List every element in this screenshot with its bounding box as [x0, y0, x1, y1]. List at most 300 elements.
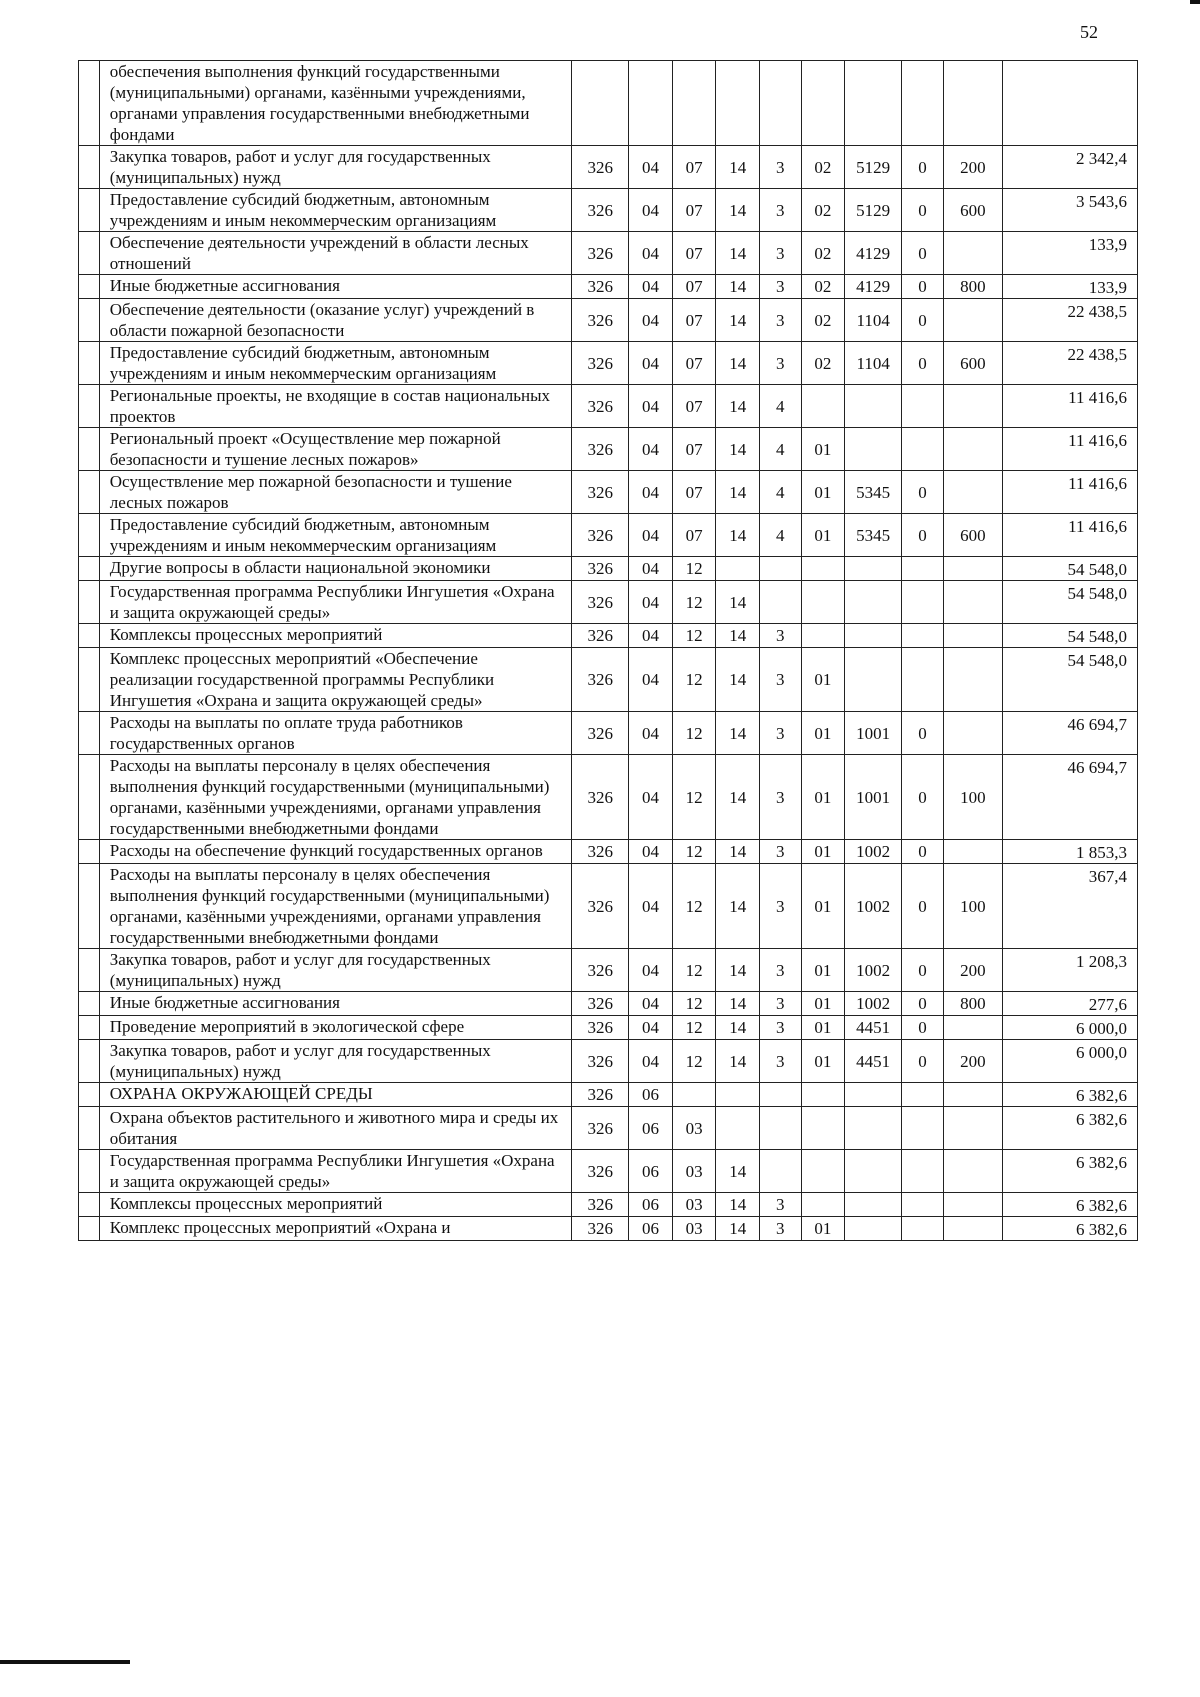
cell-blank [79, 61, 100, 146]
cell-vr: 100 [943, 864, 1002, 949]
cell-program: 14 [716, 949, 760, 992]
cell-subprogram: 4 [760, 471, 802, 514]
cell-amount: 22 438,5 [1002, 299, 1137, 342]
cell-pr: 12 [672, 840, 716, 864]
table-row [79, 557, 1138, 581]
cell-ved: 326 [572, 840, 629, 864]
cell-amount: 367,4 [1002, 864, 1137, 949]
cell-program: 14 [716, 232, 760, 275]
cell-direction [845, 557, 902, 581]
cell-code: 0 [902, 949, 944, 992]
table-row [79, 428, 1138, 471]
cell-blank [79, 1016, 100, 1040]
cell-direction [845, 1083, 902, 1107]
cell-blank [79, 840, 100, 864]
cell-pr: 12 [672, 712, 716, 755]
cell-program: 14 [716, 840, 760, 864]
cell-ved: 326 [572, 342, 629, 385]
cell-subprogram [760, 1150, 802, 1193]
cell-blank [79, 624, 100, 648]
cell-ved: 326 [572, 232, 629, 275]
cell-code [902, 1107, 944, 1150]
cell-amount: 2 342,4 [1002, 146, 1137, 189]
table-row [79, 864, 1138, 949]
cell-code: 0 [902, 275, 944, 299]
cell-ved: 326 [572, 471, 629, 514]
cell-event: 01 [801, 1040, 845, 1083]
cell-direction: 1001 [845, 712, 902, 755]
cell-ved: 326 [572, 1150, 629, 1193]
cell-subprogram: 4 [760, 514, 802, 557]
cell-pr: 07 [672, 189, 716, 232]
cell-direction [845, 581, 902, 624]
cell-blank [79, 992, 100, 1016]
cell-event [801, 1193, 845, 1217]
cell-event [801, 1083, 845, 1107]
cell-direction: 4129 [845, 232, 902, 275]
cell-name: обеспечения выполнения функций государственными (муниципальными) органами, казёнными учреждениями, органами управления государственными внебюджетными фондами [99, 61, 571, 146]
cell-vr: 800 [943, 992, 1002, 1016]
cell-code: 0 [902, 299, 944, 342]
cell-pr: 07 [672, 299, 716, 342]
cell-rz: 04 [629, 189, 673, 232]
cell-program [716, 1083, 760, 1107]
cell-direction [845, 1150, 902, 1193]
cell-program: 14 [716, 1150, 760, 1193]
cell-rz: 04 [629, 949, 673, 992]
cell-vr [943, 299, 1002, 342]
cell-amount: 6 382,6 [1002, 1193, 1137, 1217]
cell-program: 14 [716, 428, 760, 471]
cell-pr: 12 [672, 624, 716, 648]
table-row [79, 712, 1138, 755]
cell-amount: 1 208,3 [1002, 949, 1137, 992]
cell-program: 14 [716, 581, 760, 624]
cell-code: 0 [902, 514, 944, 557]
cell-name: Охрана объектов растительного и животного мира и среды их обитания [99, 1107, 571, 1150]
cell-pr: 07 [672, 275, 716, 299]
cell-program: 14 [716, 1217, 760, 1241]
cell-program: 14 [716, 755, 760, 840]
cell-vr: 600 [943, 514, 1002, 557]
cell-rz: 04 [629, 275, 673, 299]
cell-name: Региональный проект «Осуществление мер пожарной безопасности и тушение лесных пожаров» [99, 428, 571, 471]
cell-name: Расходы на выплаты персоналу в целях обеспечения выполнения функций государственными (муниципальными) органами, казёнными учреждениями, органами управления государственными внебюджетными фондами [99, 755, 571, 840]
cell-name: Иные бюджетные ассигнования [99, 275, 571, 299]
cell-subprogram [760, 1083, 802, 1107]
cell-rz: 04 [629, 514, 673, 557]
cell-subprogram: 3 [760, 189, 802, 232]
cell-subprogram: 3 [760, 1016, 802, 1040]
cell-rz: 04 [629, 864, 673, 949]
cell-pr: 07 [672, 342, 716, 385]
cell-program: 14 [716, 471, 760, 514]
cell-vr [943, 624, 1002, 648]
cell-rz: 04 [629, 840, 673, 864]
cell-code: 0 [902, 1040, 944, 1083]
table-row [79, 949, 1138, 992]
cell-direction [845, 1193, 902, 1217]
cell-name: Расходы на выплаты персоналу в целях обеспечения выполнения функций государственными (муниципальными) органами, казёнными учреждениями, органами управления государственными внебюджетными фондами [99, 864, 571, 949]
cell-program [716, 61, 760, 146]
cell-name: Закупка товаров, работ и услуг для государственных (муниципальных) нужд [99, 949, 571, 992]
cell-pr: 07 [672, 514, 716, 557]
cell-pr: 12 [672, 1040, 716, 1083]
cell-pr: 07 [672, 385, 716, 428]
cell-blank [79, 949, 100, 992]
cell-rz: 04 [629, 428, 673, 471]
cell-amount: 54 548,0 [1002, 624, 1137, 648]
cell-event: 01 [801, 840, 845, 864]
cell-ved: 326 [572, 755, 629, 840]
scan-edge-mark [1190, 0, 1200, 4]
cell-name: Государственная программа Республики Ингушетия «Охрана и защита окружающей среды» [99, 581, 571, 624]
cell-event: 02 [801, 275, 845, 299]
cell-code [902, 1193, 944, 1217]
table-row [79, 1083, 1138, 1107]
cell-direction: 5129 [845, 146, 902, 189]
cell-amount: 54 548,0 [1002, 648, 1137, 712]
cell-rz: 06 [629, 1083, 673, 1107]
cell-ved: 326 [572, 624, 629, 648]
cell-vr [943, 428, 1002, 471]
cell-amount: 11 416,6 [1002, 471, 1137, 514]
table-row [79, 299, 1138, 342]
table-row [79, 514, 1138, 557]
cell-amount: 6 000,0 [1002, 1040, 1137, 1083]
scan-edge-mark [0, 1660, 130, 1664]
cell-amount: 6 000,0 [1002, 1016, 1137, 1040]
cell-subprogram [760, 581, 802, 624]
cell-subprogram: 3 [760, 755, 802, 840]
cell-rz: 04 [629, 146, 673, 189]
cell-ved: 326 [572, 385, 629, 428]
cell-program: 14 [716, 1016, 760, 1040]
cell-vr: 100 [943, 755, 1002, 840]
cell-direction: 4451 [845, 1040, 902, 1083]
cell-name: Предоставление субсидий бюджетным, автономным учреждениям и иным некоммерческим организациям [99, 342, 571, 385]
cell-code: 0 [902, 189, 944, 232]
cell-subprogram: 3 [760, 232, 802, 275]
table-row [79, 1193, 1138, 1217]
cell-name: Обеспечение деятельности учреждений в области лесных отношений [99, 232, 571, 275]
table-row [79, 1150, 1138, 1193]
cell-event: 01 [801, 755, 845, 840]
cell-name: Региональные проекты, не входящие в состав национальных проектов [99, 385, 571, 428]
cell-rz: 06 [629, 1217, 673, 1241]
cell-program: 14 [716, 146, 760, 189]
cell-event: 02 [801, 232, 845, 275]
cell-rz: 04 [629, 755, 673, 840]
budget-table [78, 60, 1138, 1241]
cell-code: 0 [902, 755, 944, 840]
cell-event: 02 [801, 342, 845, 385]
cell-amount: 11 416,6 [1002, 514, 1137, 557]
cell-event: 01 [801, 514, 845, 557]
cell-ved: 326 [572, 581, 629, 624]
cell-amount: 11 416,6 [1002, 385, 1137, 428]
cell-name: Комплексы процессных мероприятий [99, 624, 571, 648]
cell-ved: 326 [572, 189, 629, 232]
cell-amount [1002, 61, 1137, 146]
cell-direction: 1104 [845, 342, 902, 385]
cell-pr: 12 [672, 864, 716, 949]
cell-amount: 133,9 [1002, 275, 1137, 299]
cell-program: 14 [716, 189, 760, 232]
cell-direction [845, 1107, 902, 1150]
cell-direction [845, 61, 902, 146]
cell-vr [943, 471, 1002, 514]
cell-pr: 12 [672, 581, 716, 624]
cell-name: Предоставление субсидий бюджетным, автономным учреждениям и иным некоммерческим организациям [99, 189, 571, 232]
cell-ved: 326 [572, 146, 629, 189]
cell-vr [943, 232, 1002, 275]
cell-amount: 6 382,6 [1002, 1107, 1137, 1150]
cell-blank [79, 712, 100, 755]
cell-event: 01 [801, 864, 845, 949]
cell-ved: 326 [572, 275, 629, 299]
table-row [79, 755, 1138, 840]
table-row [79, 1016, 1138, 1040]
table-row [79, 342, 1138, 385]
cell-direction: 5345 [845, 514, 902, 557]
cell-vr: 600 [943, 342, 1002, 385]
cell-blank [79, 755, 100, 840]
cell-direction: 1002 [845, 949, 902, 992]
cell-blank [79, 1107, 100, 1150]
cell-blank [79, 1083, 100, 1107]
cell-rz: 04 [629, 232, 673, 275]
cell-program: 14 [716, 624, 760, 648]
cell-pr: 03 [672, 1217, 716, 1241]
cell-ved: 326 [572, 949, 629, 992]
cell-rz: 04 [629, 992, 673, 1016]
cell-event [801, 557, 845, 581]
cell-direction [845, 385, 902, 428]
cell-vr [943, 557, 1002, 581]
cell-ved: 326 [572, 1016, 629, 1040]
cell-blank [79, 581, 100, 624]
cell-amount: 6 382,6 [1002, 1150, 1137, 1193]
cell-rz [629, 61, 673, 146]
cell-vr [943, 1083, 1002, 1107]
cell-name: Закупка товаров, работ и услуг для государственных (муниципальных) нужд [99, 1040, 571, 1083]
cell-program [716, 557, 760, 581]
cell-program: 14 [716, 275, 760, 299]
cell-event: 01 [801, 712, 845, 755]
cell-name: ОХРАНА ОКРУЖАЮЩЕЙ СРЕДЫ [99, 1083, 571, 1107]
table-row [79, 1040, 1138, 1083]
cell-vr: 200 [943, 146, 1002, 189]
cell-blank [79, 1040, 100, 1083]
cell-program [716, 1107, 760, 1150]
cell-blank [79, 299, 100, 342]
cell-amount: 46 694,7 [1002, 755, 1137, 840]
table-row [79, 648, 1138, 712]
cell-code [902, 1083, 944, 1107]
cell-program: 14 [716, 342, 760, 385]
cell-code [902, 581, 944, 624]
cell-event: 01 [801, 992, 845, 1016]
cell-blank [79, 189, 100, 232]
cell-subprogram: 3 [760, 299, 802, 342]
cell-name: Проведение мероприятий в экологической сфере [99, 1016, 571, 1040]
cell-subprogram: 3 [760, 1193, 802, 1217]
cell-event: 02 [801, 146, 845, 189]
cell-code: 0 [902, 1016, 944, 1040]
cell-program: 14 [716, 1040, 760, 1083]
cell-rz: 04 [629, 1016, 673, 1040]
cell-amount: 277,6 [1002, 992, 1137, 1016]
cell-name: Расходы на обеспечение функций государственных органов [99, 840, 571, 864]
cell-vr [943, 1150, 1002, 1193]
cell-ved: 326 [572, 557, 629, 581]
cell-ved: 326 [572, 1193, 629, 1217]
cell-program: 14 [716, 648, 760, 712]
cell-vr [943, 385, 1002, 428]
cell-code [902, 648, 944, 712]
cell-amount: 1 853,3 [1002, 840, 1137, 864]
cell-direction: 5345 [845, 471, 902, 514]
cell-name: Государственная программа Республики Ингушетия «Охрана и защита окружающей среды» [99, 1150, 571, 1193]
cell-code [902, 1150, 944, 1193]
cell-subprogram: 3 [760, 1040, 802, 1083]
cell-subprogram [760, 1107, 802, 1150]
cell-ved: 326 [572, 428, 629, 471]
cell-code [902, 61, 944, 146]
cell-vr: 200 [943, 949, 1002, 992]
cell-name: Обеспечение деятельности (оказание услуг) учреждений в области пожарной безопасности [99, 299, 571, 342]
cell-amount: 54 548,0 [1002, 557, 1137, 581]
cell-event: 01 [801, 648, 845, 712]
cell-vr [943, 581, 1002, 624]
cell-ved: 326 [572, 299, 629, 342]
cell-subprogram: 3 [760, 840, 802, 864]
cell-blank [79, 471, 100, 514]
cell-pr: 12 [672, 755, 716, 840]
cell-name: Осуществление мер пожарной безопасности и тушение лесных пожаров [99, 471, 571, 514]
cell-blank [79, 1150, 100, 1193]
cell-ved: 326 [572, 1083, 629, 1107]
cell-subprogram: 3 [760, 275, 802, 299]
cell-subprogram: 3 [760, 146, 802, 189]
cell-name: Закупка товаров, работ и услуг для государственных (муниципальных) нужд [99, 146, 571, 189]
table-body [79, 61, 1138, 1241]
cell-subprogram: 3 [760, 712, 802, 755]
cell-ved: 326 [572, 514, 629, 557]
cell-subprogram: 3 [760, 624, 802, 648]
cell-code: 0 [902, 864, 944, 949]
cell-rz: 06 [629, 1107, 673, 1150]
cell-code: 0 [902, 232, 944, 275]
cell-code [902, 624, 944, 648]
table-row [79, 992, 1138, 1016]
cell-pr: 03 [672, 1107, 716, 1150]
table-row [79, 1107, 1138, 1150]
cell-subprogram: 3 [760, 648, 802, 712]
cell-pr: 03 [672, 1150, 716, 1193]
cell-blank [79, 146, 100, 189]
cell-amount: 6 382,6 [1002, 1083, 1137, 1107]
cell-pr: 07 [672, 428, 716, 471]
cell-rz: 04 [629, 581, 673, 624]
cell-rz: 04 [629, 471, 673, 514]
cell-code: 0 [902, 342, 944, 385]
cell-vr [943, 61, 1002, 146]
cell-event: 01 [801, 471, 845, 514]
cell-pr: 12 [672, 949, 716, 992]
cell-blank [79, 557, 100, 581]
cell-event: 01 [801, 1016, 845, 1040]
cell-ved: 326 [572, 1107, 629, 1150]
cell-vr [943, 840, 1002, 864]
cell-direction: 1002 [845, 840, 902, 864]
table-row [79, 146, 1138, 189]
cell-code [902, 385, 944, 428]
cell-name: Комплексы процессных мероприятий [99, 1193, 571, 1217]
cell-name: Комплекс процессных мероприятий «Охрана и [99, 1217, 571, 1241]
cell-blank [79, 1217, 100, 1241]
cell-event: 02 [801, 299, 845, 342]
cell-program: 14 [716, 864, 760, 949]
cell-code: 0 [902, 992, 944, 1016]
cell-code [902, 557, 944, 581]
cell-code [902, 1217, 944, 1241]
cell-subprogram: 3 [760, 992, 802, 1016]
cell-rz: 04 [629, 557, 673, 581]
cell-rz: 06 [629, 1193, 673, 1217]
cell-amount: 133,9 [1002, 232, 1137, 275]
cell-blank [79, 385, 100, 428]
cell-direction: 4129 [845, 275, 902, 299]
cell-direction: 1002 [845, 992, 902, 1016]
cell-program: 14 [716, 1193, 760, 1217]
table-row [79, 581, 1138, 624]
cell-direction: 1001 [845, 755, 902, 840]
cell-rz: 04 [629, 342, 673, 385]
cell-direction: 4451 [845, 1016, 902, 1040]
cell-vr: 600 [943, 189, 1002, 232]
cell-vr [943, 1107, 1002, 1150]
cell-ved: 326 [572, 1040, 629, 1083]
table-row [79, 189, 1138, 232]
cell-event: 01 [801, 949, 845, 992]
cell-ved: 326 [572, 1217, 629, 1241]
table-row [79, 275, 1138, 299]
cell-event: 01 [801, 428, 845, 471]
cell-subprogram [760, 557, 802, 581]
cell-ved: 326 [572, 864, 629, 949]
table-row [79, 840, 1138, 864]
cell-blank [79, 514, 100, 557]
cell-pr: 12 [672, 557, 716, 581]
cell-name: Комплекс процессных мероприятий «Обеспечение реализации государственной программы Республики Ингушетия «Охрана и защита окружающей среды» [99, 648, 571, 712]
cell-pr: 12 [672, 992, 716, 1016]
cell-rz: 04 [629, 385, 673, 428]
cell-pr: 07 [672, 232, 716, 275]
cell-vr: 200 [943, 1040, 1002, 1083]
cell-subprogram: 4 [760, 428, 802, 471]
cell-direction [845, 648, 902, 712]
table-row [79, 385, 1138, 428]
cell-direction [845, 624, 902, 648]
table-row [79, 232, 1138, 275]
cell-pr [672, 61, 716, 146]
cell-event [801, 1107, 845, 1150]
cell-program: 14 [716, 299, 760, 342]
cell-pr: 12 [672, 648, 716, 712]
cell-rz: 04 [629, 1040, 673, 1083]
